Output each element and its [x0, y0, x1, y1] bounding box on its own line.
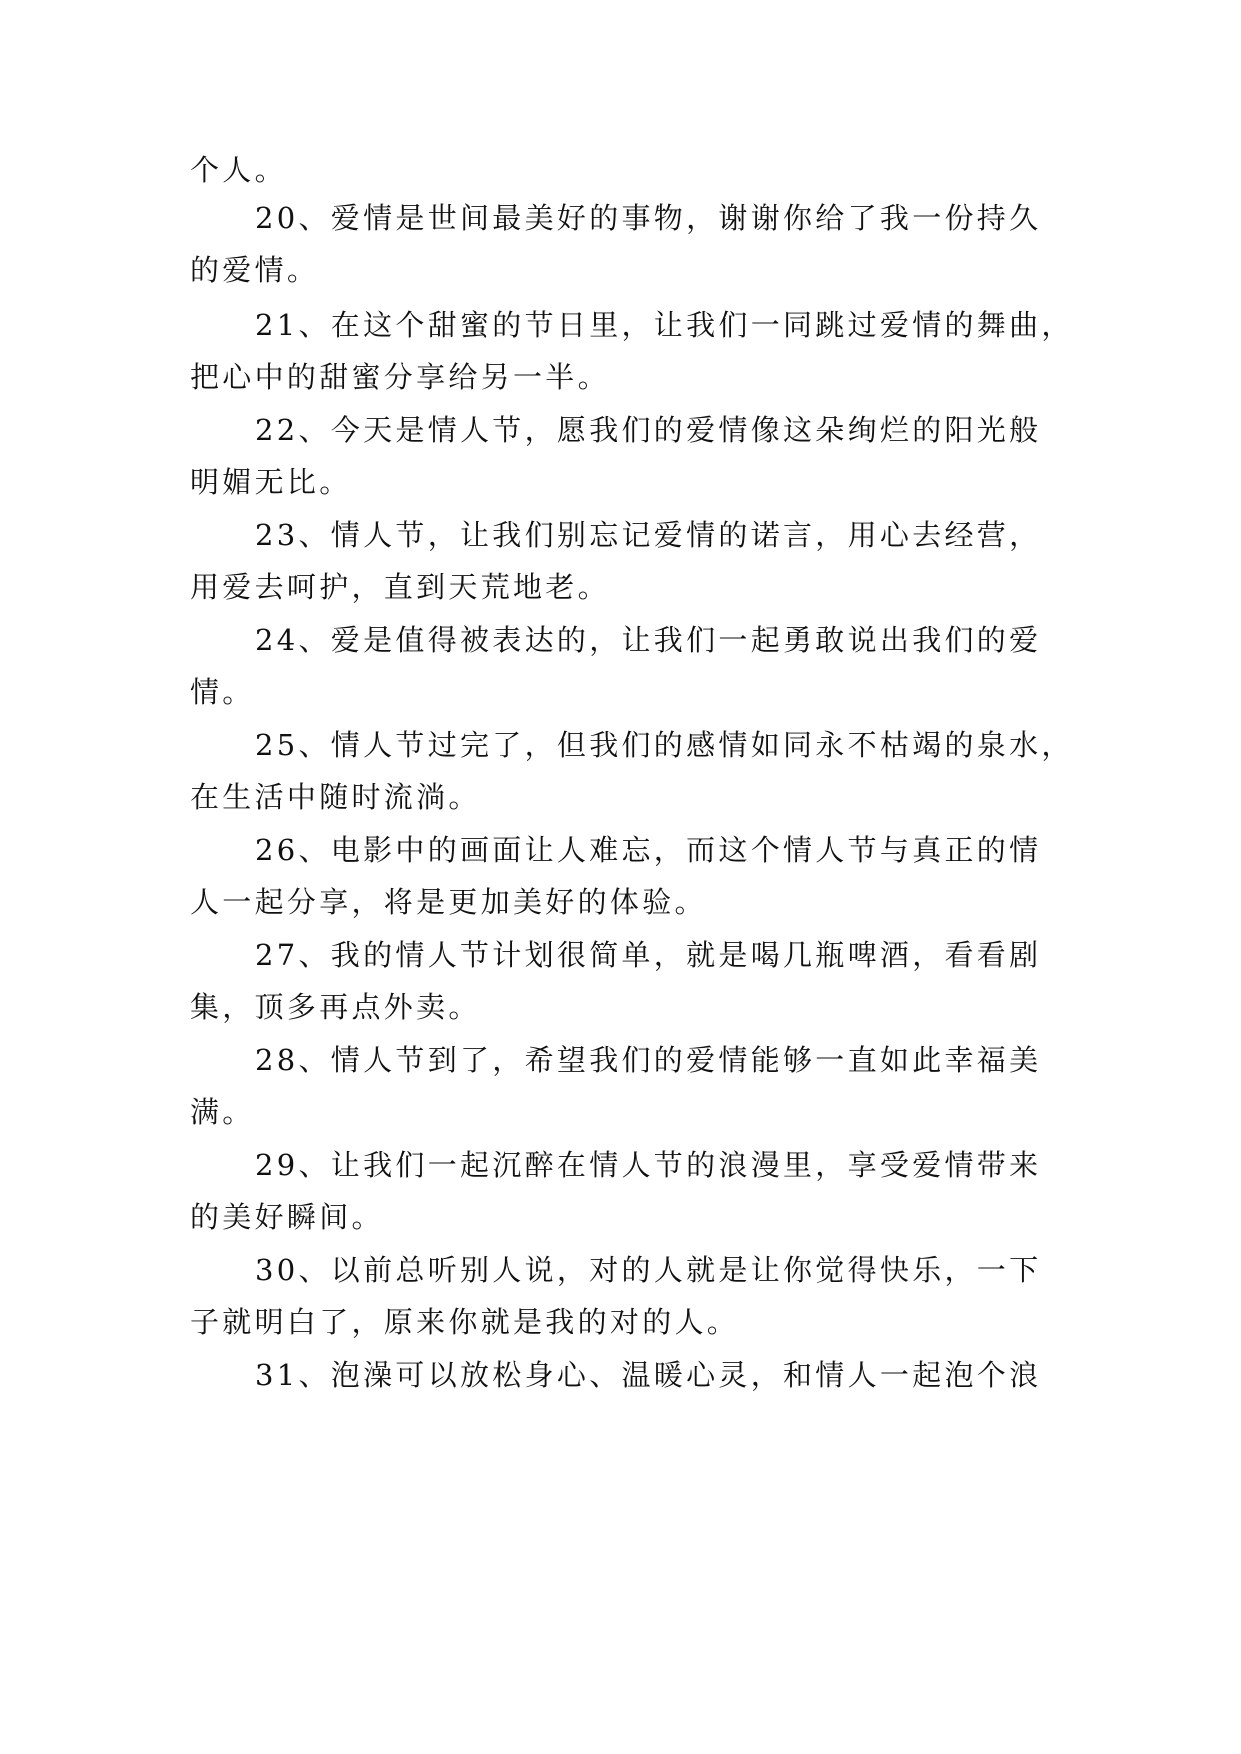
text-line: 满。 [190, 1095, 255, 1129]
text-line: 20、爱情是世间最美好的事物，谢谢你给了我一份持久 [255, 201, 1042, 235]
text-line: 31、泡澡可以放松身心、温暖心灵，和情人一起泡个浪 [255, 1358, 1042, 1392]
text-line: 26、电影中的画面让人难忘，而这个情人节与真正的情 [255, 833, 1042, 867]
text-line: 子就明白了，原来你就是我的对的人。 [190, 1305, 740, 1339]
text-line: 28、情人节到了，希望我们的爱情能够一直如此幸福美 [255, 1043, 1042, 1077]
text-line: 24、爱是值得被表达的，让我们一起勇敢说出我们的爱 [255, 623, 1042, 657]
text-line: 30、以前总听别人说，对的人就是让你觉得快乐，一下 [255, 1253, 1042, 1287]
text-line: 用爱去呵护，直到天荒地老。 [190, 570, 610, 604]
text-line: 21、在这个甜蜜的节日里，让我们一同跳过爱情的舞曲， [255, 308, 1074, 342]
text-line: 27、我的情人节计划很简单，就是喝几瓶啤酒，看看剧 [255, 938, 1042, 972]
text-line: 人一起分享，将是更加美好的体验。 [190, 885, 707, 919]
text-line: 29、让我们一起沉醉在情人节的浪漫里，享受爱情带来 [255, 1148, 1042, 1182]
text-line: 情。 [190, 675, 255, 709]
text-line: 的美好瞬间。 [190, 1200, 384, 1234]
text-line: 把心中的甜蜜分享给另一半。 [190, 360, 610, 394]
text-line: 22、今天是情人节，愿我们的爱情像这朵绚烂的阳光般 [255, 413, 1042, 447]
text-line: 23、情人节，让我们别忘记爱情的诺言，用心去经营， [255, 518, 1042, 552]
text-line: 的爱情。 [190, 253, 320, 287]
text-line: 集，顶多再点外卖。 [190, 990, 481, 1024]
text-line: 在生活中随时流淌。 [190, 780, 481, 814]
text-line: 个人。 [190, 153, 287, 187]
text-line: 明媚无比。 [190, 465, 352, 499]
text-line: 25、情人节过完了，但我们的感情如同永不枯竭的泉水， [255, 728, 1074, 762]
